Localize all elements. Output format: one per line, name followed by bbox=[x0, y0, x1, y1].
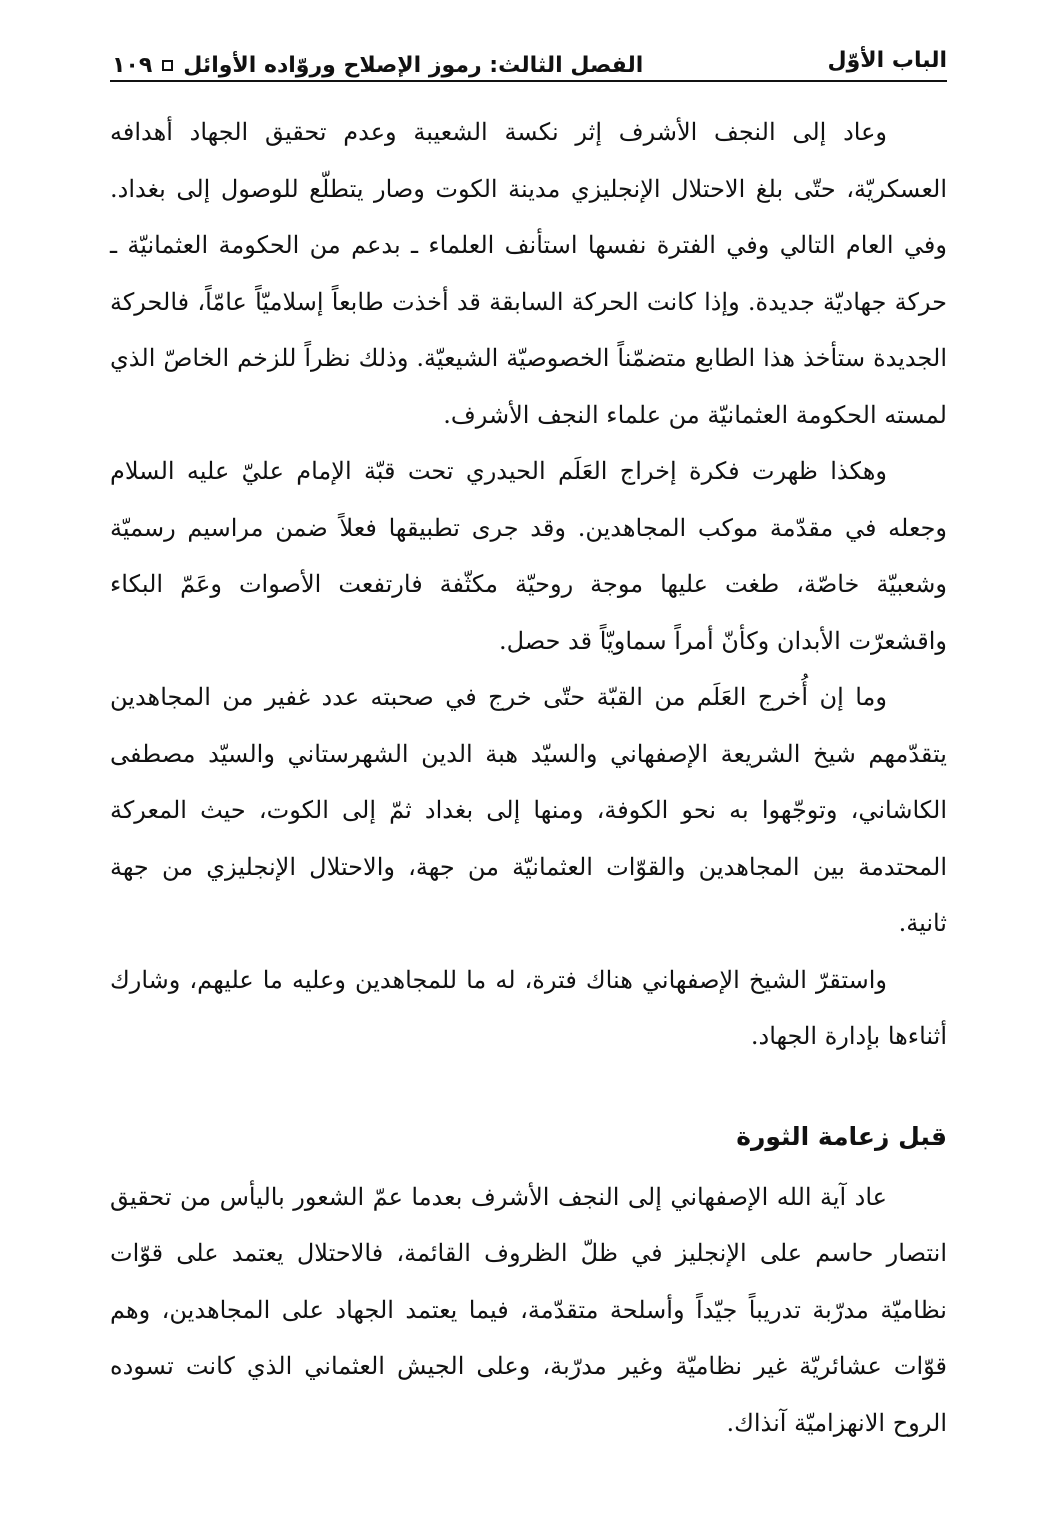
header-rule bbox=[110, 80, 947, 82]
header-section-group bbox=[112, 53, 643, 78]
page-number: ١٠٩ bbox=[112, 53, 153, 78]
running-header bbox=[112, 40, 947, 78]
section-paragraph-1: عاد آية الله الإصفهاني إلى النجف الأشرف بعدما عمّ الشعور باليأس من تحقيق انتصار حاسم على الإنجليز في ظلّ الظروف القائمة، فالاحتلال يعتمد على قوّات نظاميّة مدرّبة تدريباً جيّداً وأسلحة متقدّمة، فيما يعتمد الجهاد على المجاهدين، وهم قوّات عشائريّة غير نظاميّة وغير مدرّبة، وعلى الجيش العثماني الذي كانت تسوده الروح الانهزاميّة آنذاك. bbox=[110, 1182, 947, 1437]
square-separator-icon bbox=[162, 60, 173, 71]
paragraph-3: وما إن أُخرج العَلَم من القبّة حتّى خرج في صحبته عدد غفير من المجاهدين يتقدّمهم شيخ الشريعة الإصفهاني والسيّد هبة الدين الشهرستاني والسيّد مصطفى الكاشاني، وتوجّهوا به نحو الكوفة، ومنها إلى بغداد ثمّ إلى الكوت، حيث المعركة المحتدمة بين المجاهدين والقوّات العثمانيّة من جهة، والاحتلال الإنجليزي من جهة ثانية. bbox=[110, 683, 947, 937]
paragraph-4: واستقرّ الشيخ الإصفهاني هناك فترة، له ما للمجاهدين وعليه ما عليهم، وشارك أثناءها بإدارة الجهاد. bbox=[110, 965, 947, 1050]
chapter-label: الباب الأوّل bbox=[827, 48, 947, 73]
body-text bbox=[110, 104, 947, 1451]
paragraph-1: وعاد إلى النجف الأشرف إثر نكسة الشعيبة وعدم تحقيق الجهاد أهدافه العسكريّة، حتّى بلغ الاحتلال الإنجليزي مدينة الكوت وصار يتطلّع للوصول إلى بغداد. وفي العام التالي وفي الفترة نفسها استأنف العلماء ـ بدعم من الحكومة العثمانيّة ـ حركة جهاديّة جديدة. وإذا كانت الحركة السابقة قد أخذت طابعاً إسلاميّاً عامّاً، فالحركة الجديدة ستأخذ هذا الطابع متضمّناً الخصوصيّة الشيعيّة. وذلك نظراً للزخم الخاصّ الذي لمسته الحكومة العثمانيّة من علماء النجف الأشرف. bbox=[110, 118, 948, 429]
section-heading: قبل زعامة الثورة bbox=[736, 1121, 947, 1151]
paragraph-2: وهكذا ظهرت فكرة إخراج العَلَم الحيدري تحت قبّة الإمام عليّ عليه السلام وجعله في مقدّمة موكب المجاهدين. وقد جرى تطبيقها فعلاً ضمن مراسيم رسميّة وشعبيّة خاصّة، طغت عليها موجة روحيّة مكثّفة فارتفعت الأصوات وعَمّ البكاء واقشعرّت الأبدان وكأنّ أمراً سماويّاً قد حصل. bbox=[110, 457, 947, 655]
section-label: الفصل الثالث: رموز الإصلاح وروّاده الأوائل bbox=[183, 52, 644, 78]
